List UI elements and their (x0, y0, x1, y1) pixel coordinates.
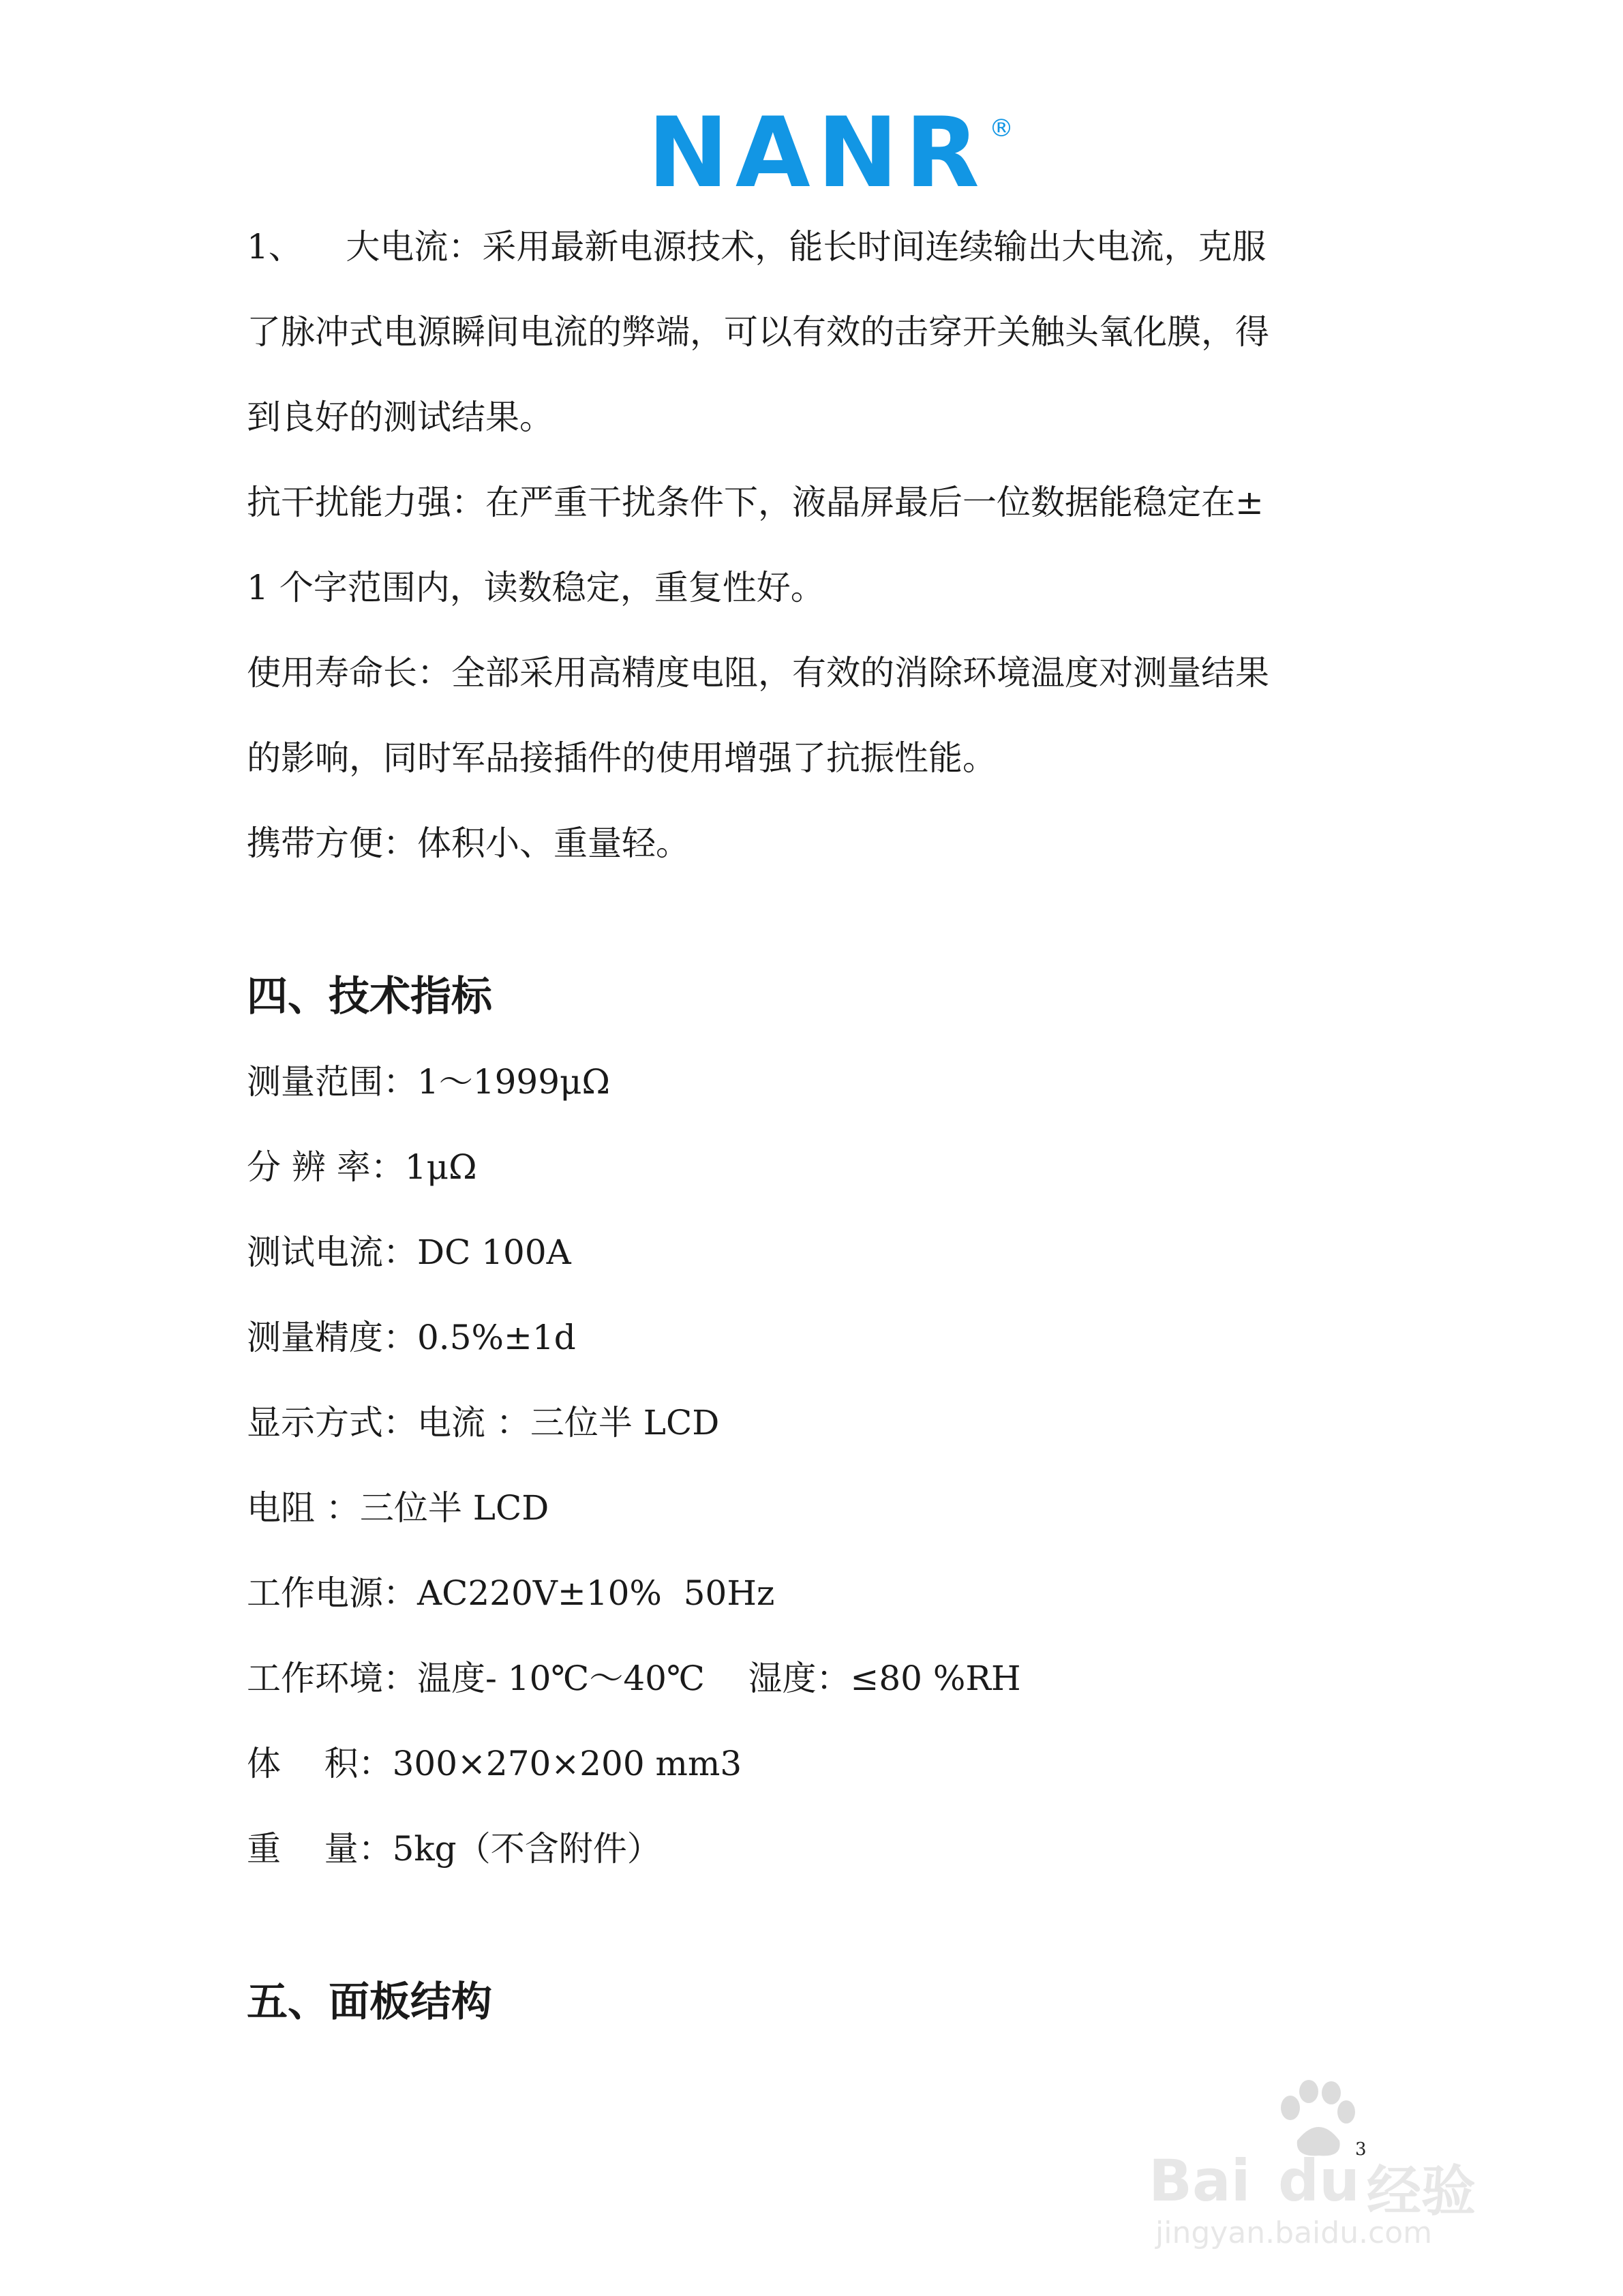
watermark-brand: Bai (1149, 2147, 1251, 2214)
spec-weight: 重 量：5kg（不含附件） (247, 1829, 661, 1869)
paragraph-line: 使用寿命长：全部采用高精度电阻，有效的消除环境温度对测量结果 (247, 653, 1269, 693)
spec-test-current: 测试电流：DC 100A (247, 1233, 571, 1272)
spec-display-current: 显示方式：电流 ：三位半 LCD (247, 1403, 720, 1442)
spec-accuracy: 测量精度：0.5%±1d (247, 1318, 576, 1357)
spec-display-resistance: 电阻 ：三位半 LCD (247, 1488, 549, 1528)
paragraph-line: 了脉冲式电源瞬间电流的弊端，可以有效的击穿开关触头氧化膜，得 (247, 312, 1269, 352)
watermark-brand-du: du (1278, 2147, 1360, 2214)
watermark-jingyan: 经验 (1367, 2160, 1476, 2223)
logo-text: NANR (648, 97, 986, 209)
paragraph-line: 携带方便：体积小、重量轻。 (247, 824, 690, 863)
paragraph-line: 到良好的测试结果。 (247, 397, 553, 437)
section-heading-technical-specs: 四、技术指标 (247, 973, 492, 1021)
paragraph-line: 1、 大电流：采用最新电源技术，能长时间连续输出大电流，克服 (247, 227, 1266, 267)
document-body (247, 205, 1392, 2045)
section-gap (247, 886, 1392, 954)
spec-environment: 工作环境：温度- 10℃～40℃ 湿度：≤80 %RH (247, 1659, 1021, 1698)
baidu-jingyan-watermark (1149, 2079, 1544, 2250)
watermark-url: jingyan.baidu.com (1155, 2216, 1433, 2250)
paragraph-line: 的影响，同时军品接插件的使用增强了抗振性能。 (247, 738, 997, 778)
nanr-logo (648, 97, 1014, 209)
registered-mark: ® (988, 115, 1014, 142)
section-gap (247, 1892, 1392, 1960)
paragraph-line: 1 个字范围内，读数稳定，重复性好。 (247, 568, 825, 607)
paragraph-line: 抗干扰能力强：在严重干扰条件下，液晶屏最后一位数据能稳定在± (247, 483, 1264, 522)
spec-volume: 体 积：300×270×200 mm3 (247, 1744, 742, 1783)
page-number: 3 (1355, 2139, 1367, 2160)
spec-power-supply: 工作电源：AC220V±10% 50Hz (247, 1573, 775, 1613)
section-heading-panel-structure: 五、面板结构 (247, 1978, 492, 2026)
spec-measure-range: 测量范围：1～1999μΩ (247, 1062, 611, 1102)
spec-resolution: 分 辨 率：1μΩ (247, 1147, 477, 1187)
